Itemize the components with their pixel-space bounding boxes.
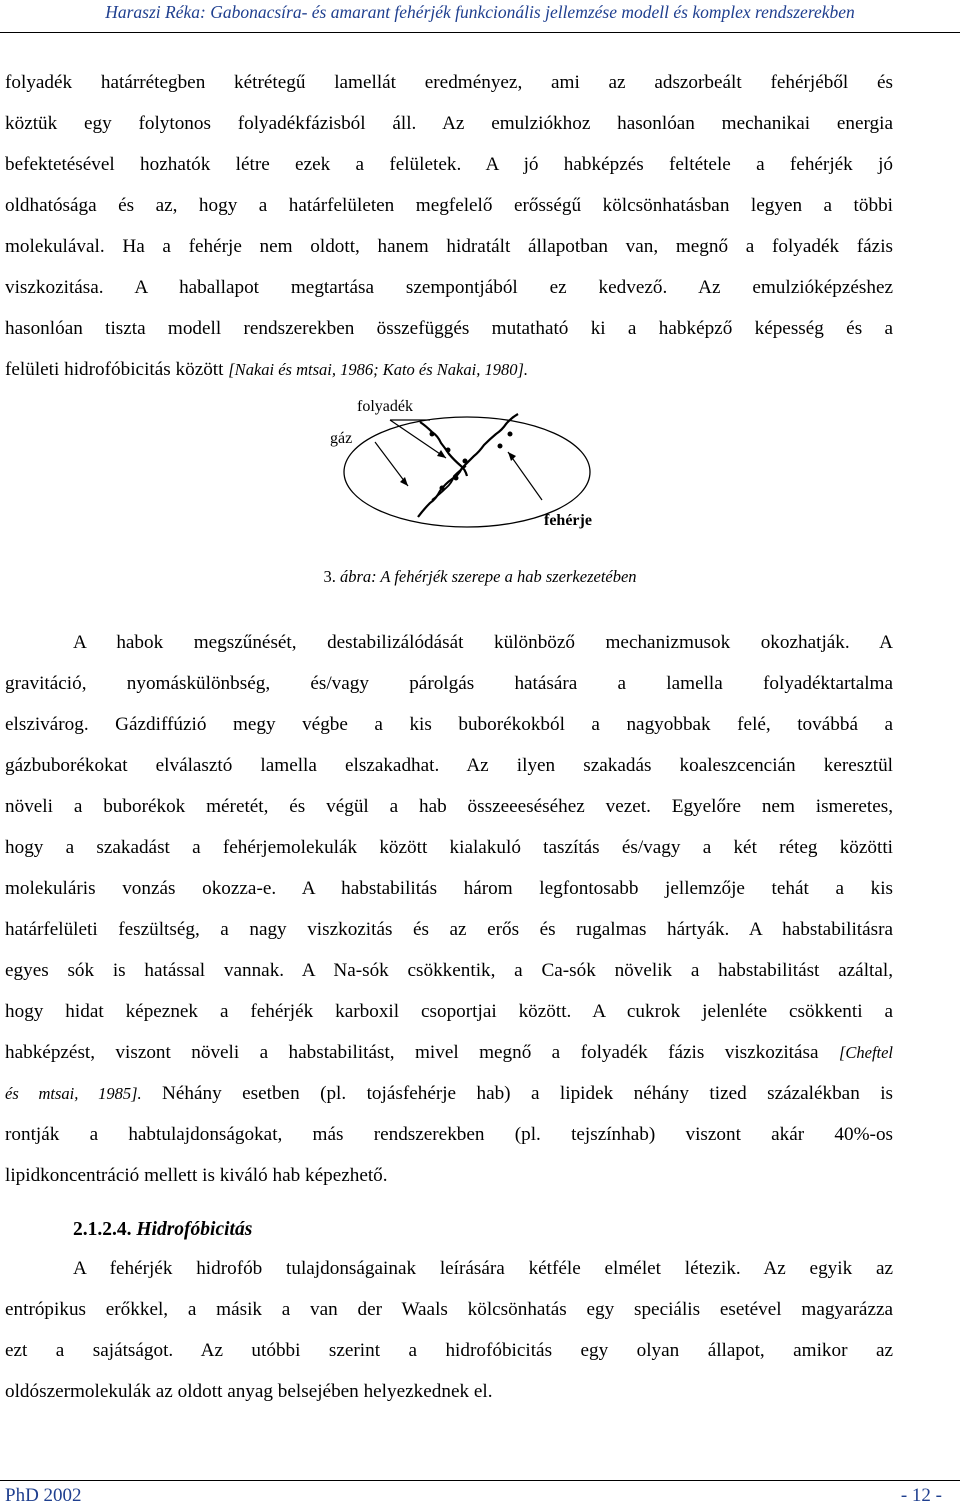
- text-line: hasonlóan tiszta modell rendszerekben összefüggés mutatható ki a habképző képesség és a: [5, 318, 893, 339]
- text-line: határfelületi feszültség, a nagy viszkozitás és az erős és rugalmas hártyák. A habstabilitásra: [5, 919, 893, 940]
- text-line: [5, 1073, 893, 1114]
- paragraph-2: [5, 622, 893, 1196]
- text-line: ezt a sajátságot. Az utóbbi szerint a hidrofóbicitás egy olyan állapot, amikor az: [5, 1340, 893, 1361]
- text-line: [5, 1032, 893, 1073]
- label-gas: gáz: [330, 430, 353, 447]
- footer-degree: PhD 2002: [5, 1485, 82, 1506]
- page-number: - 12 -: [900, 1485, 942, 1506]
- text-line: hogy a szakadást a fehérjemolekulák között kialakuló taszítás és/vagy a két réteg közötti: [5, 837, 893, 858]
- protein-dot: [454, 476, 459, 481]
- text-line: hogy hidat képeznek a fehérjék karboxil csoportjai között. A cukrok jelenléte csökkenti a: [5, 1001, 893, 1022]
- text-line: lipidkoncentráció mellett is kiváló hab képezhető.: [5, 1165, 388, 1186]
- text-line: molekulával. Ha a fehérje nem oldott, hanem hidratált állapotban van, megnő a folyadék fázis: [5, 236, 893, 257]
- text-line: gravitáció, nyomáskülönbség, és/vagy párolgás hatására a lamella folyadéktartalma: [5, 673, 893, 694]
- protein-dot: [430, 432, 435, 437]
- text-fragment: Néhány esetben (pl. tojásfehérje hab) a lipidek néhány tized százalékban is: [141, 1083, 893, 1104]
- protein-dot: [498, 444, 503, 449]
- protein-dot: [440, 486, 445, 491]
- text-line: A habok megszűnését, destabilizálódását különböző mechanizmusok okozhatják. A: [73, 632, 893, 653]
- text-line: folyadék határrétegben kétrétegű lamellát eredményez, ami az adszorbeált fehérjéből és: [5, 72, 893, 93]
- text-line: egyes sók is hatással vannak. A Na-sók csökkentik, a Ca-sók növelik a habstabilitást azáltal,: [5, 960, 893, 981]
- lamella-line-upper: [420, 422, 467, 476]
- text-line: gázbuborékokat elválasztó lamella elszakadhat. Az ilyen szakadás koaleszcencián keresztül: [5, 755, 893, 776]
- label-liquid: folyadék: [357, 398, 413, 415]
- paragraph-1: [5, 62, 893, 390]
- label-protein: fehérje: [544, 512, 592, 529]
- text-line: befektetésével hozhatók létre ezek a felületek. A jó habképzés feltétele a fehérjék jó: [5, 154, 893, 175]
- text-line: rontják a habtulajdonságokat, más rendszerekben (pl. tejszínhab) viszont akár 40%-os: [5, 1124, 893, 1145]
- pointer-protein: [508, 452, 542, 500]
- page-footer: [0, 1480, 960, 1511]
- text-line: viszkozitása. A haballapot megtartása szempontjából ez kedvező. Az emulzióképzéshez: [5, 277, 893, 298]
- caption-number: 3.: [323, 567, 336, 586]
- paragraph-3: [5, 1248, 893, 1412]
- text-line: elszivárog. Gázdiffúzió megy végbe a kis buborékokból a nagyobbak felé, továbbá a: [5, 714, 893, 735]
- text-fragment: felületi hidrofóbicitás között: [5, 359, 224, 380]
- lamella-line-lower: [418, 414, 518, 517]
- caption-text: ábra: A fehérjék szerepe a hab szerkezetében: [339, 567, 637, 586]
- arrowhead: [508, 452, 516, 461]
- section-heading: [73, 1219, 252, 1241]
- citation: [Cheftel: [838, 1043, 893, 1062]
- text-fragment: habképzést, viszont növeli a habstabilitást, mivel megnő a folyadék fázis viszkozitása: [5, 1042, 819, 1063]
- citation: [Nakai és mtsai, 1986; Kato és Nakai, 1980].: [228, 360, 529, 379]
- text-line: entrópikus erőkkel, a másik a van der Waals kölcsönhatás egy speciális esetével magyarázza: [5, 1299, 893, 1320]
- section-title: Hidrofóbicitás: [136, 1219, 253, 1240]
- text-line: A fehérjék hidrofób tulajdonságainak leírására kétféle elmélet létezik. Az egyik az: [73, 1258, 893, 1279]
- protein-dot: [508, 432, 513, 437]
- section-number: 2.1.2.4.: [73, 1219, 132, 1240]
- text-line: oldószermolekulák az oldott anyag belsejében helyezkednek el.: [5, 1381, 493, 1402]
- text-line: oldhatósága és az, hogy a határfelületen megfelelő erősségű kölcsönhatásban legyen a többi: [5, 195, 893, 216]
- foam-structure-figure: [320, 390, 620, 540]
- page-header: [0, 0, 960, 33]
- text-line: [5, 349, 893, 390]
- arrowhead: [437, 450, 446, 458]
- arrowhead: [400, 477, 408, 486]
- text-line: növeli a buborékok méretét, és végül a hab összeeeséséhez vezet. Egyelőre nem ismeretes,: [5, 796, 893, 817]
- text-line: köztük egy folytonos folyadékfázisból áll. Az emulziókhoz hasonlóan mechanikai energia: [5, 113, 893, 134]
- header-title: Haraszi Réka: Gabonacsíra- és amarant fehérjék funkcionális jellemzése modell és komplex rendszerekben: [105, 2, 855, 22]
- text-line: molekuláris vonzás okozza-e. A habstabilitás három legfontosabb jellemzője tehát a kis: [5, 878, 893, 899]
- protein-dot: [446, 448, 451, 453]
- bubble-ellipse: [344, 417, 590, 527]
- citation: és mtsai, 1985].: [5, 1084, 142, 1103]
- figure-caption: [0, 567, 960, 587]
- protein-dot: [463, 459, 468, 464]
